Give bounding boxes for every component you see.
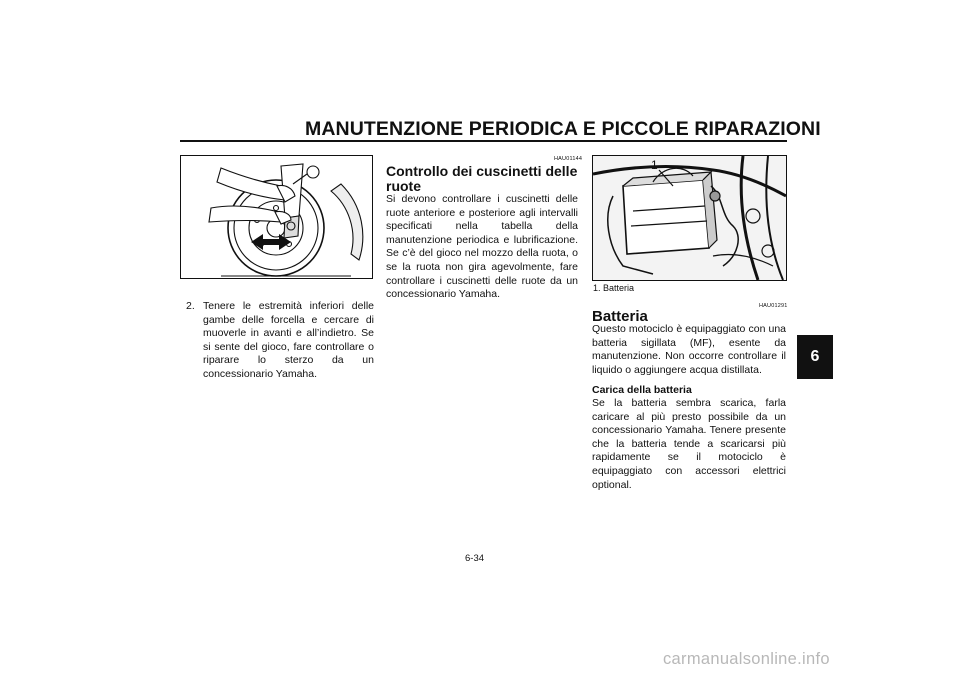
section-code-wheel-bearings: HAU01144 xyxy=(554,156,583,162)
battery-callout-number: 1 xyxy=(651,158,658,172)
battery-charging-text: Se la batteria sembra scarica, farla caricare al più presto possibile da un concessionario Yamaha. Tenere presente che la batteria tende a scaricarsi più rapidamente se il motociclo è equipaggiato con accessori elettrici optional. xyxy=(592,397,786,491)
battery-drawing xyxy=(593,156,786,280)
step-text: Tenere le estremità inferiori delle gambe delle forcella e cercare di muoverle in avanti e all’indietro. Se si sente del gioco, fare controllare o riparare lo sterzo da un concessionario Yamaha. xyxy=(203,300,374,380)
wheel-fork-illustration xyxy=(180,155,373,279)
page-number: 6-34 xyxy=(465,553,485,564)
step-2 xyxy=(186,300,374,382)
section-code-battery: HAU01291 xyxy=(759,303,788,309)
battery-figure-caption: 1. Batteria xyxy=(593,283,635,293)
battery-subheading: Carica della batteria xyxy=(592,384,692,396)
watermark: carmanualsonline.info xyxy=(663,650,830,668)
header-rule xyxy=(180,140,787,142)
battery-illustration xyxy=(592,155,787,281)
page-header-title: MANUTENZIONE PERIODICA E PICCOLE RIPARAZIONI xyxy=(305,118,821,140)
battery-text: Questo motociclo è equipaggiato con una batteria sigillata (MF), esente da manutenzione. Non occorre controllare il liquido o aggiungere acqua distillata. xyxy=(592,323,786,376)
step-number: 2. xyxy=(186,300,195,312)
section-title-battery: Batteria xyxy=(592,308,648,325)
section-title-wheel-bearings: Controllo dei cuscinetti delle ruote xyxy=(386,163,578,194)
wheel-bearings-text: Si devono controllare i cuscinetti delle ruote anteriore e posteriore agli intervalli specificati nella tabella della manutenzione periodica e lubrificazione. Se c’è del gioco nel mozzo della ruota, o se la ruota non gira agevolmente, fare controllare i cuscinetti delle ruote da un concessionario Yamaha. xyxy=(386,193,578,301)
chapter-tab: 6 xyxy=(797,335,833,379)
wheel-fork-drawing xyxy=(181,156,372,278)
